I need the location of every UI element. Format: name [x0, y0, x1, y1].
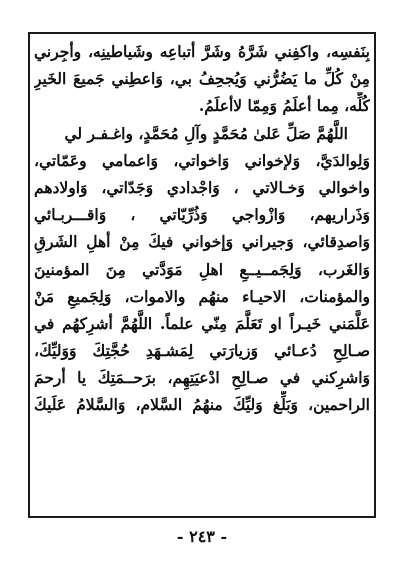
text-line-2: مِنْ كُلِّ ما يَضُرُّني وَيُجحِفُ بي، وَاعطِني جَميعَ الخَيرِ — [34, 69, 370, 89]
text-line-9: وَالغَرب، وَلِجَمــيــعِ اهلِ مَوَدَّتي مِنَ المؤمنينَ — [34, 259, 370, 279]
text-line-4: اللَّهُمَّ صَلِّ عَلىٰ مُحَمَّدٍ وآلِ مُحَمَّدٍ، واغـفـر لي — [64, 123, 348, 143]
page-number: - ٢٤٣ - — [176, 527, 228, 546]
text-line-14: الراحمين، وَبَلِّغ وَليِّكَ منهُمُ السَّلام، وَالسَّلامُ عَلَيكَ — [34, 395, 370, 415]
text-line-8: وَاصدِقائي، وَجيراني وَإخواني فيكَ مِنْ أهلِ الشَرقِ — [34, 232, 370, 252]
text-line-3: كُلِّه، مِما أعلَمُ وَمِمّا لاأعلَمُ. — [198, 96, 370, 116]
text-line-13: وَاشرِكني في صـالِحِ ادْعيَتِهِم، برَحــمَتِكَ يا أرحمَ — [34, 368, 370, 388]
text-line-10: والمؤمنات، الاحيـاء منهُم والاموات، وَلِجَميعِ مَنْ — [34, 286, 370, 306]
text-line-12: صـالِحِ دُعـائي وَزيارَتي لِمَشـهَدِ حُجَّتِكَ وَوَليِّكَ، — [34, 341, 370, 361]
text-line-1: بِنَفسِه، واكفِني شَرَّهُ وشَرَّ أتباعِه وشَياطينِه، وأجِرني — [34, 42, 370, 61]
text-line-5: وَلِوالدَيَّ، وَلإخواني وَاخواتي، وَاعمامي وعَمّاتي، — [34, 150, 370, 170]
text-line-7: وَذَراريهم، وَازْواجي وَذُرِّيّاتي ، وَاقـــربـائي — [34, 205, 370, 225]
prayer-text-body — [34, 38, 370, 419]
text-line-11: عَلَّمَني خَيـراً او تَعَلَّمَ مِنّي علماً. اللَّهُمَّ أشرِكهُم في — [34, 313, 370, 333]
text-line-6: واخوالي وَخـالاتي ، وَاجْدادي وَجَدّاتي، وَاولادهم — [34, 177, 370, 197]
